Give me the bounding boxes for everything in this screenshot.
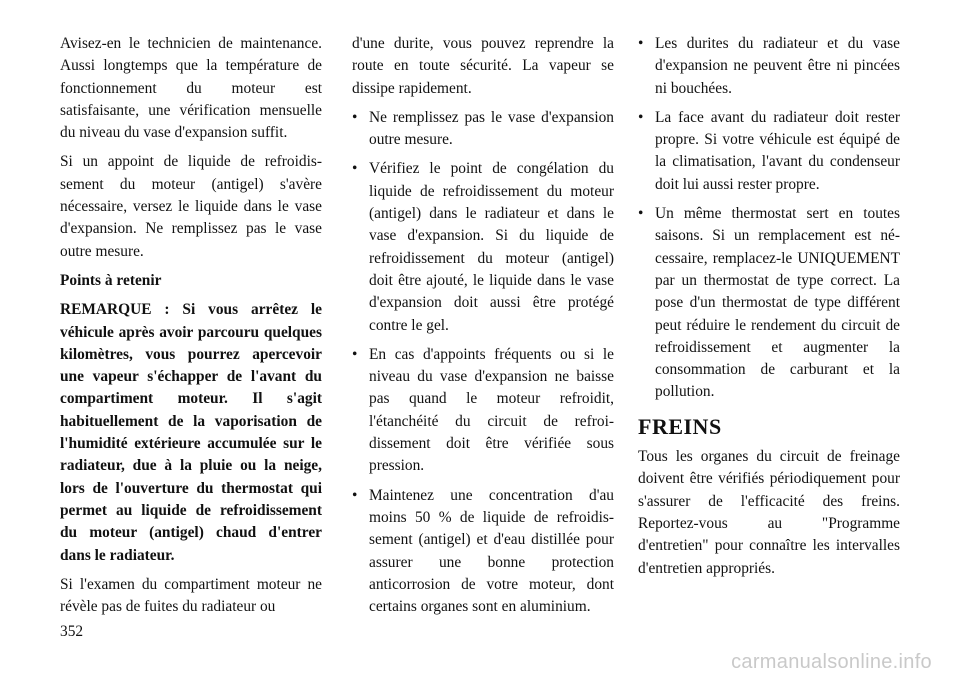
- list-item-text: La face avant du radiateur doit rester propre. Si votre véhicule est équipé de la climatisation, l'avant du condenseur doit lui aussi rester propre.: [655, 108, 900, 193]
- paragraph: Si un appoint de liquide de refroidissement du moteur (antigel) s'avère nécessaire, versez le liquide dans le vase d'expansion. Ne remplissez pas le vase outre mesure.: [60, 153, 322, 260]
- column-right: [638, 33, 900, 587]
- remark-note: REMARQUE : Si vous arrêtez le véhicule après avoir parcouru quelques kilomètres, vous pourrez apercevoir une vapeur s'échapper de l'avant du compartiment moteur. Il s'agit habituellement de la vaporisation de l'humidité extérieure accumulée sur le radiateur, due à la pluie ou la neige, lors de l'ouverture du thermostat qui permet au liquide de refroidissement du moteur (antigel) chaud d'entrer dans le radiateur.: [60, 301, 322, 564]
- bullet-icon: •: [352, 486, 358, 504]
- bullet-icon: •: [352, 108, 358, 126]
- column-left: [60, 33, 322, 625]
- list-item-text: En cas d'appoints fréquents ou si le niveau du vase d'expansion ne baisse pas quand le moteur refroidit, l'étanchéité du circuit de refroidissement doit être vérifiée sous pression.: [369, 345, 614, 475]
- bullet-list: [352, 107, 614, 619]
- bullet-icon: •: [638, 108, 644, 126]
- paragraph: Tous les organes du circuit de freinage doivent être vérifiés périodiquement pour s'assurer de l'efficacité des freins. Reportez-vous au "Programme d'entretien" pour connaître les intervalles d'entretien appropriés.: [638, 448, 900, 577]
- list-item-text: Maintenez une concentration d'au moins 50 % de liquide de refroidissement (antigel) et d'eau distillée pour assurer une bonne protection anticorrosion de votre moteur, dont certains organes sont en aluminium.: [369, 486, 614, 616]
- bullet-icon: •: [352, 160, 358, 178]
- list-item: [352, 485, 614, 619]
- bullet-list: [638, 33, 900, 404]
- list-item: [638, 203, 900, 404]
- column-middle: [352, 33, 614, 625]
- paragraph: d'une durite, vous pouvez reprendre la route en toute sécurité. La vapeur se dissipe rapidement.: [352, 35, 614, 97]
- list-item: [638, 107, 900, 196]
- bullet-icon: •: [638, 205, 644, 223]
- list-item: [638, 33, 900, 100]
- watermark: carmanualsonline.info: [731, 651, 932, 673]
- section-title-freins: FREINS: [638, 413, 722, 439]
- paragraph: Avisez-en le technicien de maintenance. Aussi longtemps que la température de fonctionnement du moteur est satisfaisante, une vérification mensuelle du niveau du vase d'expansion suffit.: [60, 35, 322, 142]
- list-item: [352, 107, 614, 152]
- list-item-text: Les durites du radiateur et du vase d'expansion ne peuvent être ni pincées ni bouchées.: [655, 35, 900, 97]
- bullet-icon: •: [352, 345, 358, 363]
- list-item-text: Ne remplissez pas le vase d'expansion outre mesure.: [369, 108, 614, 149]
- list-item-text: Un même thermostat sert en toutes saisons. Si un remplacement est nécessaire, remplacez-le UNIQUEMENT par un thermostat de type correct. La pose d'un thermostat de type différent peut réduire le rendement du circuit de refroidissement et augmenter la consommation de carburant et la pollution.: [655, 205, 900, 401]
- list-item-text: Vérifiez le point de congélation du liquide de refroidissement du moteur (antigel) dans le radiateur et dans le vase d'expansion. Si du liquide de refroidissement du moteur (antigel) doit être ajouté, le liquide dans le vase d'expansion doit aussi être protégé contre le gel.: [369, 160, 614, 334]
- subheading-points-a-retenir: Points à retenir: [60, 271, 162, 289]
- list-item: [352, 344, 614, 478]
- list-item: [352, 158, 614, 336]
- page-number: 352: [60, 623, 84, 640]
- bullet-icon: •: [638, 35, 644, 52]
- paragraph: Si l'examen du compartiment moteur ne révèle pas de fuites du radiateur ou: [60, 575, 322, 616]
